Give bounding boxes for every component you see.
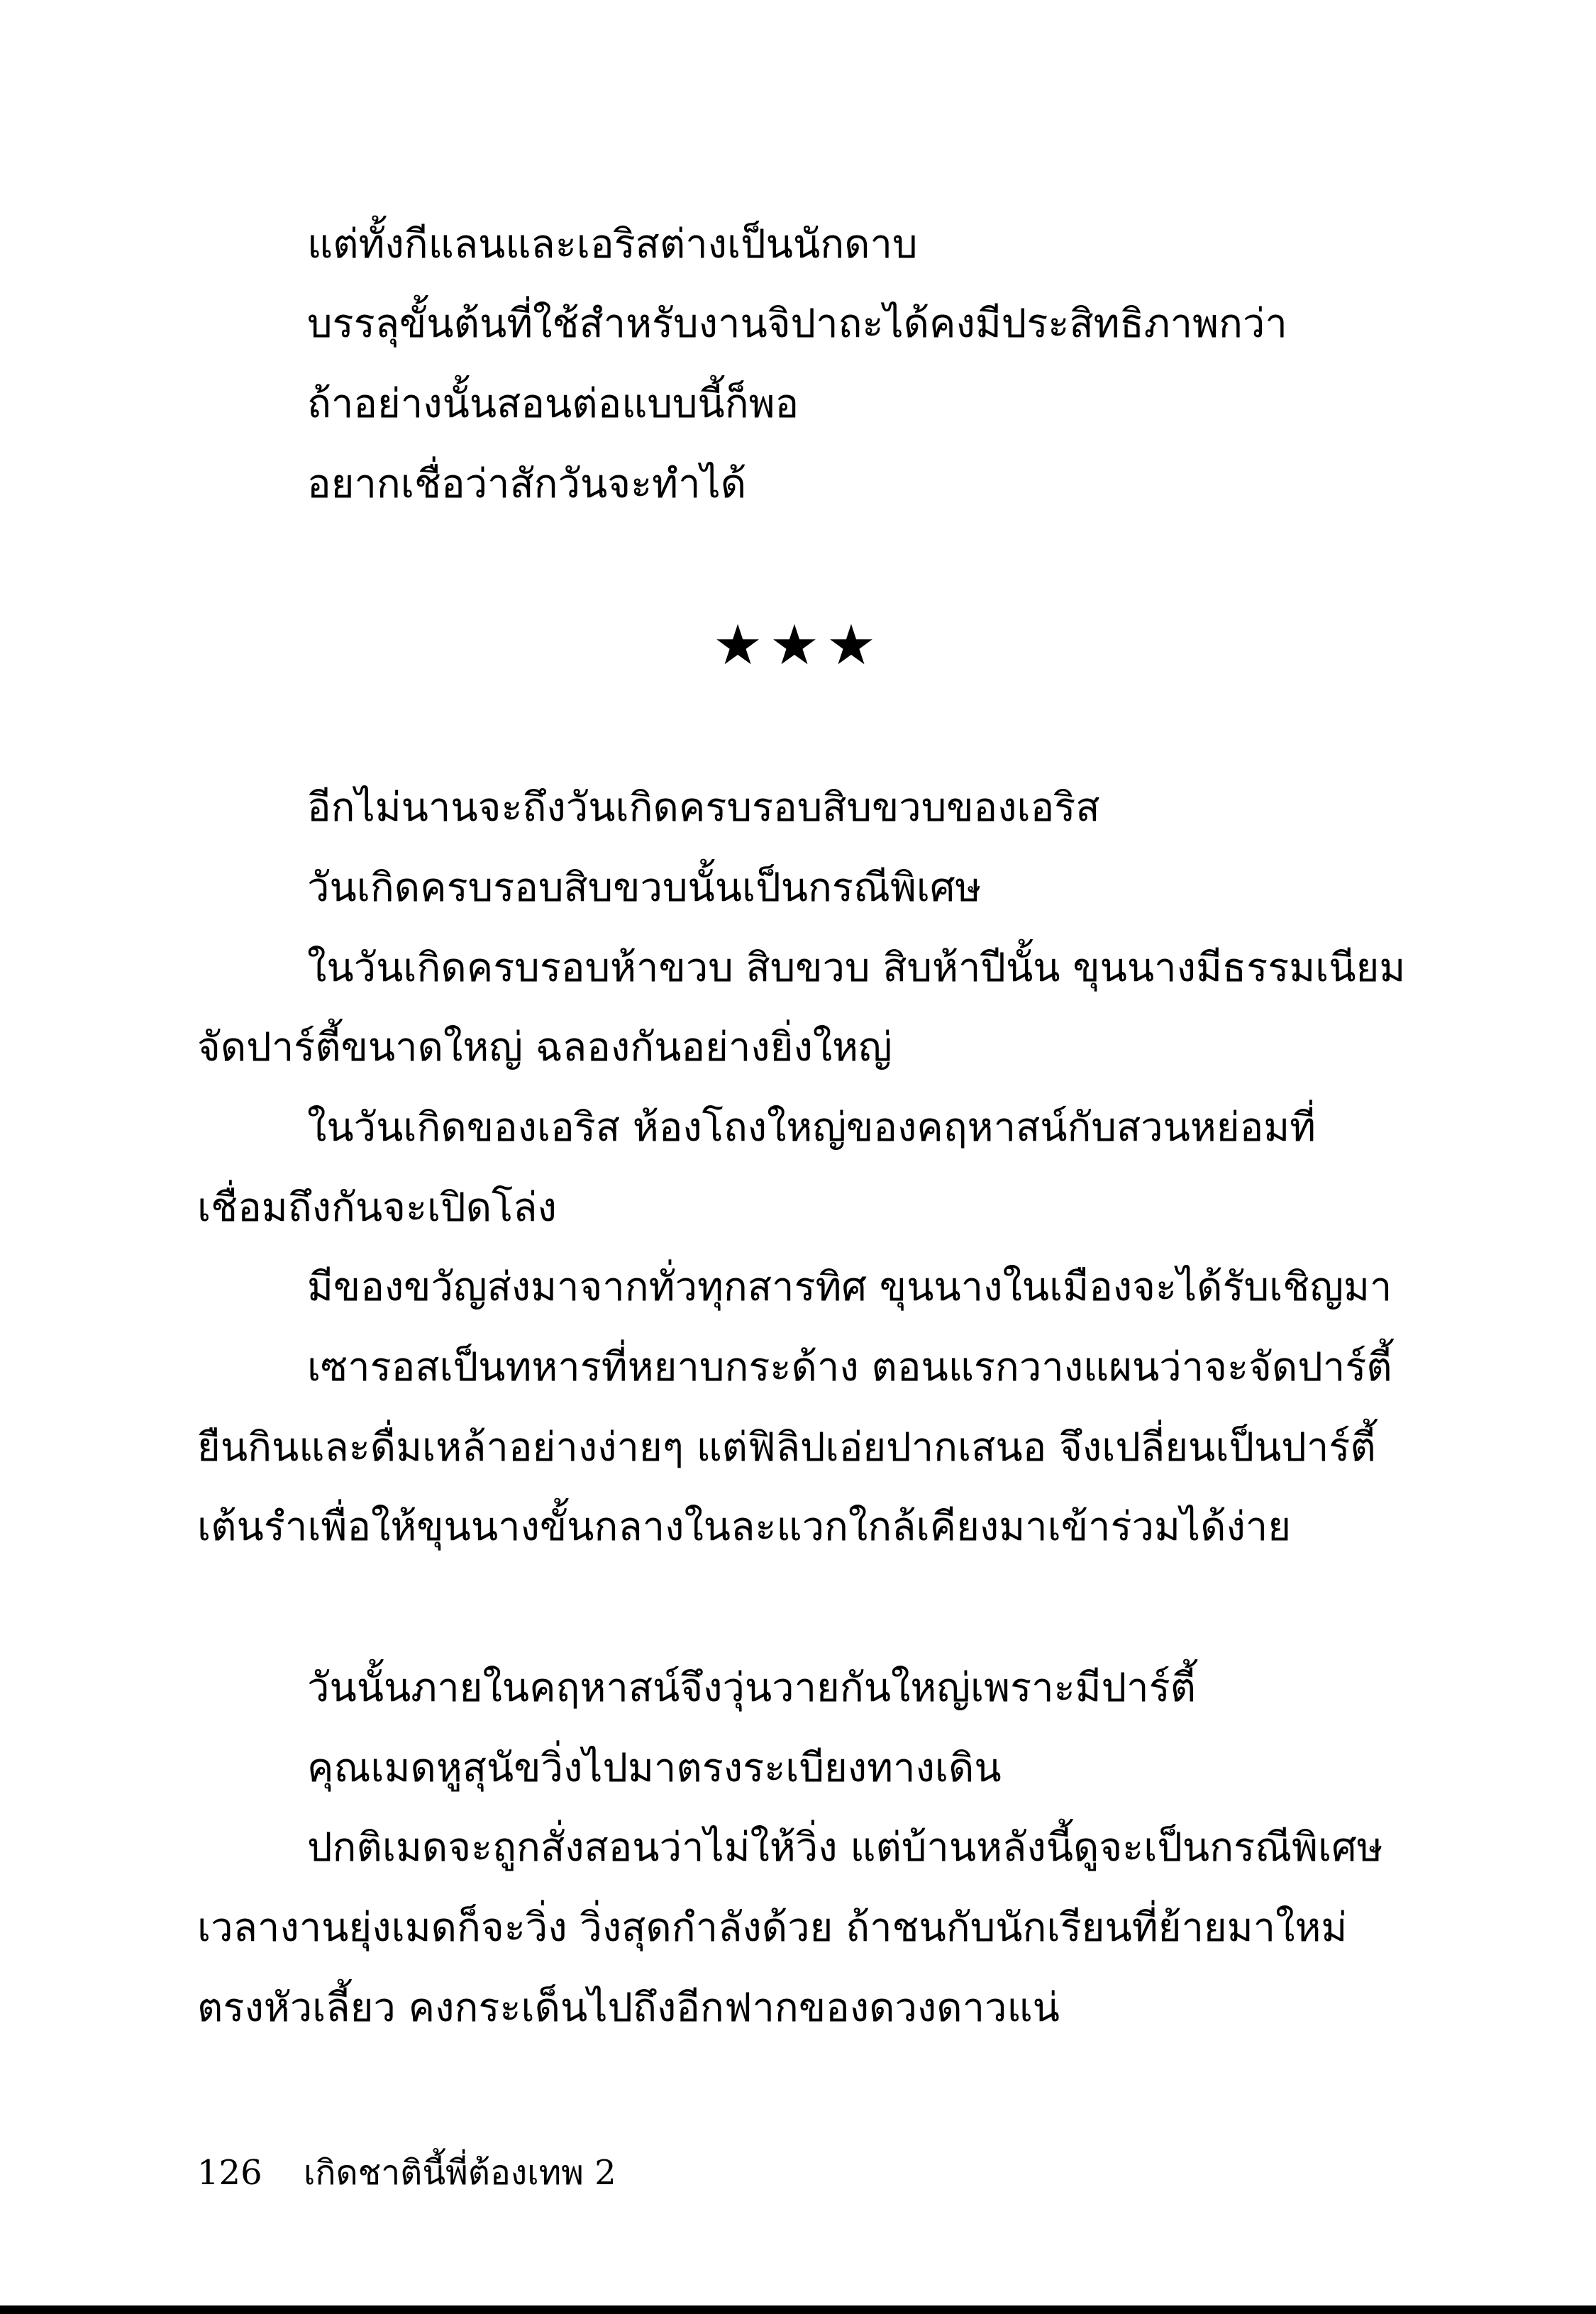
- text-line: คุณเมดหูสุนัขวิ่งไปมาตรงระเบียงทางเดิน: [307, 1745, 1002, 1791]
- text-line: มีของขวัญส่งมาจากทั่วทุกสารทิศ ขุนนางในเมืองจะได้รับเชิญมา: [307, 1264, 1392, 1310]
- text-line: อีกไม่นานจะถึงวันเกิดครบรอบสิบขวบของเอริส: [307, 785, 1100, 831]
- text-line: เชื่อมถึงกันจะเปิดโล่ง: [197, 1185, 557, 1231]
- text-line: วันเกิดครบรอบสิบขวบนั้นเป็นกรณีพิเศษ: [307, 865, 982, 911]
- text-line: ในวันเกิดครบรอบห้าขวบ สิบขวบ สิบห้าปีนั้น ขุนนางมีธรรมเนียม: [307, 945, 1406, 991]
- text-line: บรรลุขั้นต้นที่ใช้สำหรับงานจิปาถะได้คงมีประสิทธิภาพกว่า: [307, 301, 1287, 347]
- section-break-stars: ★★★: [713, 614, 883, 677]
- text-line: จัดปาร์ตี้ขนาดใหญ่ ฉลองกันอย่างยิ่งใหญ่: [197, 1024, 892, 1070]
- page-footer: [197, 2148, 616, 2198]
- text-line: เต้นรำเพื่อให้ขุนนางขั้นกลางในละแวกใกล้เคียงมาเข้าร่วมได้ง่าย: [197, 1504, 1292, 1550]
- text-line: ยืนกินและดื่มเหล้าอย่างง่ายๆ แต่ฟิลิปเอ่ยปากเสนอ จึงเปลี่ยนเป็นปาร์ตี้: [197, 1424, 1376, 1471]
- text-line: ถ้าอย่างนั้นสอนต่อแบบนี้ก็พอ: [307, 381, 799, 427]
- text-line: แต่ทั้งกีแลนและเอริสต่างเป็นนักดาบ: [307, 221, 918, 267]
- text-line: อยากเชื่อว่าสักวันจะทำได้: [307, 461, 747, 507]
- text-line: เซารอสเป็นทหารที่หยาบกระด้าง ตอนแรกวางแผนว่าจะจัดปาร์ตี้: [307, 1344, 1392, 1390]
- bottom-edge-rule: [0, 2305, 1596, 2314]
- text-line: วันนั้นภายในคฤหาสน์จึงวุ่นวายกันใหญ่เพราะมีปาร์ตี้: [307, 1665, 1197, 1711]
- text-line: เวลางานยุ่งเมดก็จะวิ่ง วิ่งสุดกำลังด้วย ถ้าชนกับนักเรียนที่ย้ายมาใหม่: [197, 1905, 1348, 1951]
- text-line: ตรงหัวเลี้ยว คงกระเด็นไปถึงอีกฟากของดวงดาวแน่: [197, 1985, 1060, 2031]
- text-line: ปกติเมดจะถูกสั่งสอนว่าไม่ให้วิ่ง แต่บ้านหลังนี้ดูจะเป็นกรณีพิเศษ: [307, 1825, 1383, 1871]
- text-line: ในวันเกิดของเอริส ห้องโถงใหญ่ของคฤหาสน์กับสวนหย่อมที่: [307, 1105, 1317, 1151]
- page-number: 126: [197, 2153, 262, 2193]
- book-title: เกิดชาตินี้พี่ต้องเทพ 2: [304, 2153, 616, 2193]
